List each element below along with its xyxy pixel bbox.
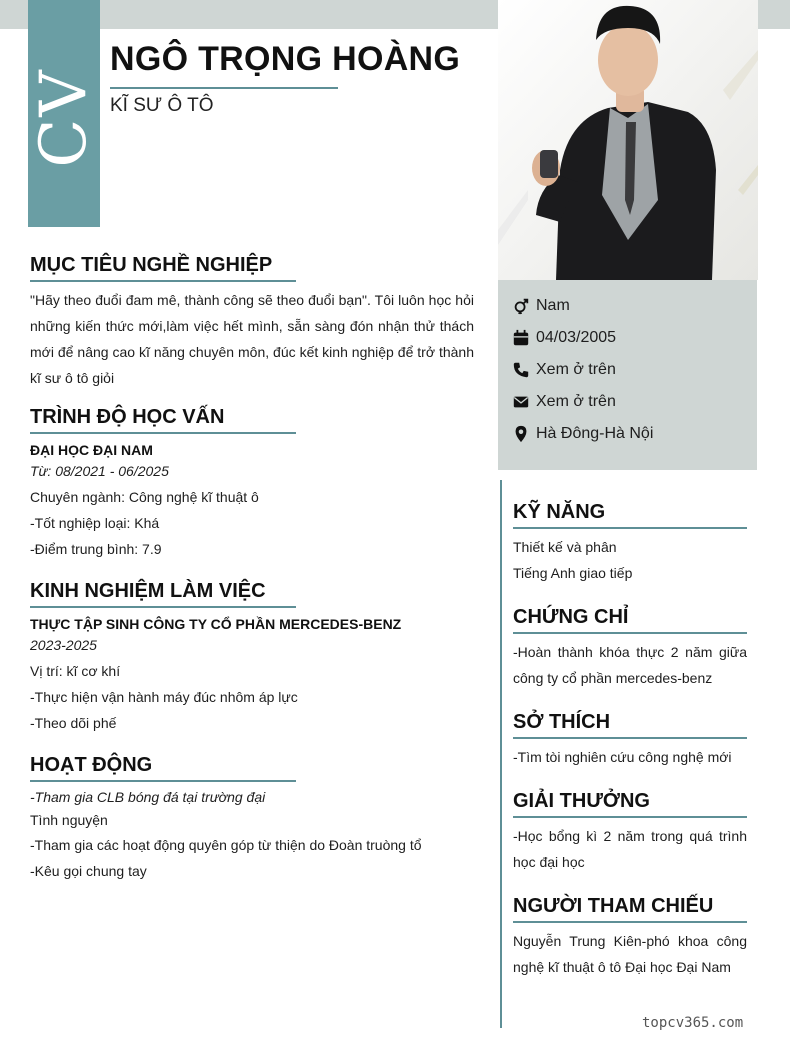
education-period: Từ: 08/2021 - 06/2025: [30, 463, 169, 479]
experience-period: 2023-2025: [30, 637, 97, 653]
contact-address-text: Hà Đông-Hà Nội: [536, 425, 654, 442]
references-section: [513, 895, 747, 980]
mail-icon: [512, 393, 530, 411]
references-text: Nguyễn Trung Kiên-phó khoa công nghệ kĩ thuật ô tô Đại học Đại Nam: [513, 933, 747, 975]
profile-photo: [498, 0, 758, 280]
cv-label: CV: [27, 68, 101, 168]
column-divider: [500, 480, 502, 1028]
certificates-title: CHỨNG CHỈ: [513, 606, 747, 634]
calendar-icon: [512, 329, 530, 347]
awards-text: -Học bổng kì 2 năm trong quá trình học đại học: [513, 828, 747, 870]
hobbies-title: SỞ THÍCH: [513, 711, 747, 739]
hobbies-text: -Tìm tòi nghiên cứu công nghệ mới: [513, 749, 732, 765]
certificates-section: [513, 606, 747, 691]
portrait-photo-icon: [498, 0, 758, 280]
skills-title: KỸ NĂNG: [513, 501, 747, 529]
activities-line: -Kêu gọi chung tay: [30, 863, 147, 879]
objective-text: "Hãy theo đuổi đam mê, thành công sẽ theo đuổi bạn". Tôi luôn học hỏi những kiến thức mới,làm việc hết mình, sẵn sàng đón nhận thử thách mới để nâng cao kĩ năng chuyên môn, đúc kết kinh nghiệp để trở thành kĩ sư ô tô giỏi: [30, 292, 474, 386]
contact-panel: [498, 280, 757, 470]
experience-company: THỰC TẬP SINH CÔNG TY CỔ PHẦN MERCEDES-BENZ: [30, 616, 402, 632]
education-section: [30, 406, 474, 562]
contact-gender: [512, 294, 570, 318]
education-title: TRÌNH ĐỘ HỌC VẤN: [30, 406, 296, 434]
skills-line: Tiếng Anh giao tiếp: [513, 565, 633, 581]
contact-email-text: Xem ở trên: [536, 393, 616, 410]
education-line: Chuyên ngành: Công nghệ kĩ thuật ô: [30, 489, 259, 505]
phone-icon: [512, 361, 530, 379]
contact-phone: [512, 358, 616, 382]
activities-line: -Tham gia các hoạt động quyên góp từ thiện do Đoàn truòng tổ: [30, 837, 422, 853]
contact-gender-text: Nam: [536, 297, 570, 314]
activities-first-line: -Tham gia CLB bóng đá tại trường đại: [30, 789, 266, 805]
activities-title: HOẠT ĐỘNG: [30, 754, 296, 782]
name-divider: [110, 87, 338, 89]
experience-line: -Theo dõi phế: [30, 715, 117, 731]
skills-section: [513, 501, 747, 586]
experience-section: [30, 580, 474, 736]
contact-email: [512, 390, 616, 414]
experience-title: KINH NGHIỆM LÀM VIỆC: [30, 580, 296, 608]
hobbies-section: [513, 711, 747, 770]
location-icon: [512, 425, 530, 443]
education-line: -Tốt nghiệp loại: Khá: [30, 515, 160, 531]
contact-birthday-text: 04/03/2005: [536, 329, 617, 346]
activities-section: [30, 754, 474, 884]
certificates-text: -Hoàn thành khóa thực 2 năm giữa công ty cổ phần mercedes-benz: [513, 644, 747, 686]
job-title: KĨ SƯ Ô TÔ: [110, 95, 214, 116]
contact-address: [512, 422, 653, 446]
activities-line: Tình nguyện: [30, 812, 108, 828]
brand-watermark: topcv365.com: [642, 1015, 744, 1031]
objective-section: [30, 254, 474, 391]
education-line: -Điểm trung bình: 7.9: [30, 541, 162, 557]
education-school: ĐẠI HỌC ĐẠI NAM: [30, 442, 153, 458]
contact-birthday: [512, 326, 616, 350]
objective-title: MỤC TIÊU NGHỀ NGHIỆP: [30, 254, 296, 282]
contact-phone-text: Xem ở trên: [536, 361, 616, 378]
awards-title: GIẢI THƯỞNG: [513, 790, 747, 818]
awards-section: [513, 790, 747, 875]
gender-icon: [512, 297, 530, 315]
skills-line: Thiết kế và phân: [513, 539, 617, 555]
experience-line: Vị trí: kĩ cơ khí: [30, 663, 121, 679]
candidate-name: NGÔ TRỌNG HOÀNG: [110, 40, 461, 78]
experience-line: -Thực hiện vận hành máy đúc nhôm áp lực: [30, 689, 298, 705]
references-title: NGƯỜI THAM CHIẾU: [513, 895, 747, 923]
